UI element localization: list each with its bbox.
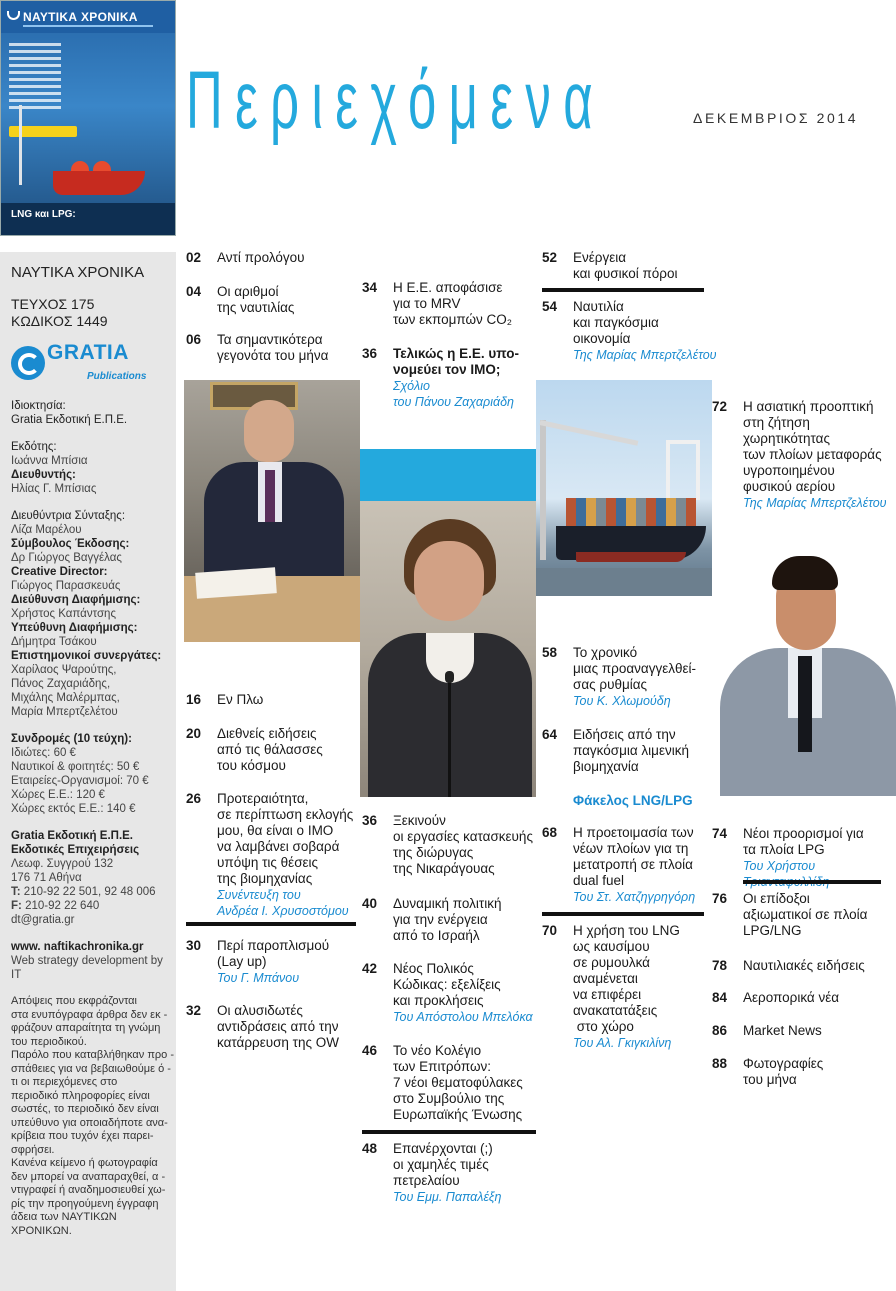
editor-label: Διευθύντρια Σύνταξης: [11,510,126,522]
page-number: 40 [362,896,378,911]
section-divider [743,880,881,884]
contact-block [11,829,176,927]
disclaimer-line: υπεύθυνο για οποιαδήποτε ανα- [11,1116,168,1129]
page-number: 16 [186,692,202,707]
microphone-icon [445,671,454,683]
toc-entry[interactable] [186,726,362,774]
phone-label: T: [11,886,21,898]
toc-title-line: Οι αριθμοί [217,284,279,299]
subscriptions-label: Συνδρομές (10 τεύχη): [11,733,132,745]
toc-title-line: Η προετοιμασία των [573,825,694,840]
toc-title-line: για την ενέργεια [393,912,488,927]
owner-label: Ιδιοκτησία: [11,400,66,412]
toc-title-line: Εν Πλω [217,692,264,707]
toc-entry[interactable] [542,645,718,709]
cover-side-text [9,43,61,113]
toc-entry[interactable] [542,250,712,282]
toc-author-line: Του Γ. Μπάνου [217,971,300,985]
section-divider [542,912,704,916]
subscription-price: Χώρες Ε.Ε.: 120 € [11,789,105,801]
disclaimer-line: στα ενυπόγραφα άρθρα δεν εκ - [11,1008,168,1021]
address-line: 176 71 Αθήνα [11,872,82,884]
photo-head [244,400,294,462]
toc-title-line: Αεροπορικά νέα [743,990,840,1005]
toc-title-line: LPG/LNG [743,923,802,938]
toc-title-line: Ενέργεια [573,250,627,265]
toc-title-line: στη ζήτηση [743,415,810,430]
disclaimer-line: Κανένα κείμενο ή φωτογραφία [11,1157,158,1169]
toc-title-line: Διεθνείς ειδήσεις [217,726,317,741]
toc-entry[interactable] [712,958,896,974]
toc-entry[interactable] [712,990,896,1006]
toc-title-line: μετατροπή σε πλοία [573,857,693,872]
page-number: 52 [542,250,558,265]
phone-number[interactable]: 210-92 22 501, 92 48 006 [23,886,156,898]
web-block [11,940,176,982]
toc-title-line: μου, θα είναι ο ΙΜΟ [217,823,334,838]
toc-title-line: κατάρρευση της OW [217,1035,340,1050]
page-number: 76 [712,891,728,906]
toc-entry[interactable] [186,250,362,266]
toc-title-line: Ξεκινούν [393,813,446,828]
publisher-label: Εκδότης: [11,441,57,453]
toc-title-line: του μήνα [743,1072,797,1087]
toc-title-line: Νέος Πολικός [393,961,474,976]
ads-manager-label: Υπεύθυνη Διαφήμισης: [11,622,138,634]
page-number: 64 [542,727,558,742]
toc-title-line: Νέοι προορισμοί για [743,826,864,841]
page-number: 04 [186,284,202,299]
disclaimer-line: κρίβεια που τυχόν έχει παρει- [11,1130,154,1142]
toc-title-line: γεγονότα του μήνα [217,348,329,363]
toc-title-line: παγκόσμια λιμενική [573,743,689,758]
advisor-label: Σύμβουλος Έκδοσης: [11,538,130,550]
toc-title-line: Market News [743,1023,822,1038]
toc-entry[interactable] [542,923,718,1051]
page-number: 30 [186,938,202,953]
executive-photo [184,380,360,642]
advisor-value: Δρ Γιώργος Βαγγέλας [11,552,122,564]
toc-title-line: (Lay up) [217,954,267,969]
owner-block [11,399,176,427]
toc-title-line: 7 νέοι θεματοφύλακες [393,1075,523,1090]
ads-director-value: Χρήστος Καπάντσης [11,608,116,620]
toc-title-line: υγροποιημένου [743,463,835,478]
page-number: 72 [712,399,728,414]
toc-title-line: Ναυτιλία [573,299,624,314]
issue-number: ΤΕΥΧΟΣ 175 [11,296,95,312]
toc-title-line: αναμένεται [573,971,638,986]
subscription-price: Εταιρείες-Οργανισμοί: 70 € [11,775,149,787]
publisher-value: Ιωάννα Μπίσια [11,455,88,467]
toc-title-line: Επανέρχονται (;) [393,1141,493,1156]
ads-director-label: Διεύθυνση Διαφήμισης: [11,594,141,606]
toc-entry[interactable] [542,299,718,363]
fax-label: F: [11,900,22,912]
cover-masthead [1,1,175,33]
toc-author-line: Του Αλ. Γκιγκιλίνη [573,1036,672,1050]
toc-title-line: Η ασιατική προοπτική [743,399,874,414]
toc-author-line: Του Κ. Χλωμούδη [573,694,671,708]
toc-title-line: Προτεραιότητα, [217,791,309,806]
owner-value: Gratia Εκδοτική Ε.Π.Ε. [11,414,128,426]
toc-author-line: Ανδρέα Ι. Χρυσοστόμου [217,904,349,918]
toc-entry[interactable] [362,346,538,410]
photo-tie [798,656,812,752]
photo-face [414,541,484,621]
toc-title-line: να λαμβάνει σοβαρά [217,839,340,854]
page-number: 36 [362,813,378,828]
page-number: 20 [186,726,202,741]
toc-title-line: νέων πλοίων για τη [573,841,689,856]
gratia-logo-sub: Publications [87,371,147,382]
gratia-logo[interactable] [11,341,176,386]
fax-number: 210-92 22 640 [25,900,100,912]
toc-entry[interactable] [542,825,718,905]
toc-title-line: Η Ε.Ε. αποφάσισε [393,280,503,295]
toc-author-line: του Πάνου Ζαχαριάδη [393,395,514,409]
photo-crane-arm [539,420,638,446]
toc-author-line: Του Εμμ. Παπαλέξη [393,1190,502,1204]
toc-title-line: φυσικού αερίου [743,479,836,494]
page-number: 86 [712,1023,728,1038]
page-number: 42 [362,961,378,976]
toc-author-line: Της Μαρίας Μπερτζελέτου [573,348,717,362]
disclaimer-line: ρίς την προηγούμενη έγγραφη [11,1197,159,1210]
phone [11,885,176,899]
toc-title-line: της ναυτιλίας [217,300,295,315]
toc-title-line: Τα σημαντικότερα [217,332,323,347]
subscription-price: Χώρες εκτός Ε.Ε.: 140 € [11,803,136,815]
toc-title-line: σας ρυθμίας [573,677,648,692]
folder-heading: Φάκελος LNG/LPG [573,793,693,808]
disclaimer-line: φράζουν απαραίτητα τη γνώμη [11,1022,161,1034]
disclaimer-line: Απόψεις που εκφράζονται [11,995,137,1007]
accent-bar [360,449,536,501]
disclaimer-line: Παρόλο που καταβλήθηκαν προ - [11,1049,175,1061]
page-number: 26 [186,791,202,806]
toc-title-line: της βιομηχανίας [217,871,313,886]
toc-title-line: Η χρήση του LNG [573,923,680,938]
contributor: Χαρίλαος Ψαρούτης, [11,664,117,676]
toc-title-line: σε περίπτωση εκλογής [217,807,354,822]
toc-title-line: Περί παροπλισμού [217,938,330,953]
photo-document [195,567,277,599]
fax [11,899,176,913]
toc-title-line: των Επιτρόπων: [393,1059,491,1074]
photo-containers [566,498,696,526]
disclaimer-line: σφρήσει. [11,1143,55,1156]
email-link[interactable]: dt@gratia.gr [11,914,75,926]
toc-title-line: και φυσικοί πόροι [573,266,678,281]
toc-entry[interactable] [712,1023,896,1039]
toc-entry[interactable] [362,813,538,877]
toc-entry[interactable] [186,938,362,986]
web-credit: Web strategy development by IT [11,955,163,981]
toc-entry[interactable] [362,1043,538,1123]
microphone-stand [448,677,451,797]
page-number: 02 [186,250,202,265]
publisher-block [11,440,176,496]
toc-title-line: και προκλήσεις [393,993,484,1008]
creative-value: Γιώργος Παρασκευάς [11,580,121,592]
disclaimer-line: τι οι περιεχόμενες στο [11,1076,118,1088]
contributor: Μαρία Μπερτζελέτου [11,706,118,718]
toc-entry[interactable] [362,1141,538,1205]
toc-author-line: Συνέντευξη του [217,888,301,902]
company-description: Εκδοτικές Επιχειρήσεις [11,844,140,856]
toc-author-line: Του Απόστολου Μπελόκα [393,1010,533,1024]
toc-entry[interactable] [362,280,538,328]
masthead-sidebar [0,252,176,1291]
toc-entry[interactable] [186,791,362,919]
ads-manager-value: Δήμητρα Τσάκου [11,636,97,648]
toc-title-line: Το νέο Κολέγιο [393,1043,482,1058]
toc-title-line: χωρητικότητας [743,431,830,446]
disclaimer-line: του περιοδικού. [11,1035,87,1048]
toc-author-line: Του Χρήστου [743,859,816,873]
issue-info [11,296,176,330]
cover-crane [19,105,22,185]
toc-entry[interactable] [186,692,362,708]
contributor: Πάνος Ζαχαριάδης, [11,678,111,690]
toc-title-line: μιας προαναγγελθεί- [573,661,696,676]
toc-entry[interactable] [362,961,538,1025]
cover-masthead-rule [23,25,153,27]
toc-title-line: αξιωματικοί σε πλοία [743,907,868,922]
page-number: 68 [542,825,558,840]
page-number: 48 [362,1141,378,1156]
toc-title-line: ως καυσίμου [573,939,650,954]
toc-author-line: Του Στ. Χατζηγρηγόρη [573,890,696,904]
page-title: Περιεχόμενα [186,55,606,146]
toc-title-line: οι εργασίες κατασκευής [393,829,533,844]
cover-logo-icon [7,11,20,20]
toc-title-line: Δυναμική πολιτική [393,896,502,911]
disclaimer-line: σπάθειες για να βεβαιωθούμε ό - [11,1062,171,1075]
toc-title-line: της διώρυγας [393,845,474,860]
toc-entry[interactable] [186,1003,362,1051]
toc-title-line: Κώδικας: εξελίξεις [393,977,501,992]
page-number: 32 [186,1003,202,1018]
toc-title-line: οικονομία [573,331,631,346]
page-number: 74 [712,826,728,841]
toc-title-line: τα πλοία LPG [743,842,825,857]
toc-title-line: αντιδράσεις από την [217,1019,339,1034]
photo-hull-waterline [576,552,686,562]
cover-headline: LNG και LPG: [1,203,175,235]
toc-title-line: Το χρονικό [573,645,638,660]
toc-title-line: βιομηχανία [573,759,639,774]
toc-title-line: Ευρωπαϊκής Ένωσης [393,1107,523,1122]
toc-author-line: Της Μαρίας Μπερτζελέτου [743,496,887,510]
gratia-logo-icon [11,346,45,380]
editor-value: Λίζα Μαρέλου [11,524,82,536]
toc-title-line: νομεύει τον IMO; [393,362,501,377]
subscription-price: Ναυτικοί & φοιτητές: 50 € [11,761,140,773]
photo-hair [772,556,838,590]
website-link[interactable]: www. naftikachronika.gr [11,941,144,953]
page-number: 84 [712,990,728,1005]
subscriptions-block [11,732,176,816]
toc-title-line: και παγκόσμια [573,315,659,330]
toc-title-line: πετρελαίου [393,1173,460,1188]
toc-title-line: του κόσμου [217,758,286,773]
magazine-cover-thumbnail[interactable] [0,0,176,236]
toc-title-line: Οι αλυσιδωτές [217,1003,303,1018]
toc-entry[interactable] [362,896,538,944]
page-number: 34 [362,280,378,295]
toc-title-line: της Νικαράγουας [393,861,495,876]
toc-entry[interactable] [712,1056,896,1088]
photo-pier [536,568,712,596]
toc-entry[interactable] [712,399,896,511]
address-line: Λεωφ. Συγγρού 132 [11,858,114,870]
toc-title-line: Οι επίδοξοι [743,891,810,906]
subscription-price: Ιδιώτες: 60 € [11,747,76,759]
photo-gantry [666,440,700,500]
section-divider [186,922,356,926]
toc-entry[interactable] [712,891,896,939]
creative-label: Creative Director: [11,566,108,578]
photo-crane [540,420,546,560]
contributors-label: Επιστημονικοί συνεργάτες: [11,650,162,662]
director-value: Ηλίας Γ. Μπίσιας [11,483,97,495]
company-name: Gratia Εκδοτική Ε.Π.Ε. [11,830,134,842]
page-number: 70 [542,923,558,938]
disclaimer [11,995,176,1238]
toc-title-line: Ειδήσεις από την [573,727,676,742]
gratia-logo-name: GRATIA [47,341,129,364]
toc-title-line: στο χώρο [573,1019,634,1034]
toc-title-line: για το MRV [393,296,461,311]
page-number: 06 [186,332,202,347]
toc-title-line: Φωτογραφίες [743,1056,824,1071]
page-number: 46 [362,1043,378,1058]
issue-date: ΔΕΚΕΜΒΡΙΟΣ 2014 [693,110,859,126]
commissioner-photo [360,501,536,797]
toc-title-line: των εκπομπών CO₂ [393,312,513,327]
sidebar-magazine-name: ΝΑΥΤΙΚΑ ΧΡΟΝΙΚΑ [11,264,145,281]
page-number: 54 [542,299,558,314]
toc-title-line: σε ρυμουλκά [573,955,650,970]
disclaimer-line: περιοδικό πληροφορίες είναι [11,1089,150,1102]
toc-title-line: Τελικώς η Ε.Ε. υπο- [393,346,519,361]
page-number: 58 [542,645,558,660]
disclaimer-line: σωστές, το περιοδικό δεν είναι [11,1103,159,1115]
page-number: 78 [712,958,728,973]
director-label: Διευθυντής: [11,469,76,481]
section-divider [362,1130,536,1134]
disclaimer-line: δεν μπορεί να αναπαραχθεί, α - [11,1170,166,1183]
disclaimer-line: ντιγραφεί ή αναδημοσιευθεί χω- [11,1184,166,1196]
container-ship-photo [536,380,712,596]
staff-block [11,509,176,719]
contributor: Μιχάλης Μαλέρμπας, [11,692,120,704]
toc-title-line: από τις θάλασσες [217,742,323,757]
page-number: 88 [712,1056,728,1071]
toc-title-line: Ναυτιλιακές ειδήσεις [743,958,865,973]
toc-title-line: από το Ισραήλ [393,928,480,943]
cover-masthead-text: ΝΑΥΤΙΚΑ ΧΡΟΝΙΚΑ [23,10,138,24]
disclaimer-line: άδεια των ΝΑΥΤΙΚΩΝ ΧΡΟΝΙΚΩΝ. [11,1211,117,1237]
section-divider [542,288,704,292]
toc-entry[interactable] [542,727,718,775]
author-portrait-photo [716,556,896,796]
toc-entry[interactable] [186,332,362,364]
toc-title-line: να επιφέρει [573,987,642,1002]
toc-title-line: ανακατατάξεις [573,1003,658,1018]
photo-tie [265,470,275,522]
toc-title-line: οι χαμηλές τιμές [393,1157,489,1172]
issue-code: ΚΩΔΙΚΟΣ 1449 [11,313,108,329]
toc-title-line: dual fuel [573,873,625,888]
cover-lng-ship [53,171,145,195]
toc-entry[interactable] [186,284,362,316]
toc-author-line: Σχόλιο [393,379,430,393]
toc-title-line: των πλοίων μεταφοράς [743,447,882,462]
page-number: 36 [362,346,378,361]
toc-title-line: υπόψη τις θέσεις [217,855,319,870]
toc-title-line: στο Συμβούλιο της [393,1091,505,1106]
toc-title-line: Αντί προλόγου [217,250,305,265]
